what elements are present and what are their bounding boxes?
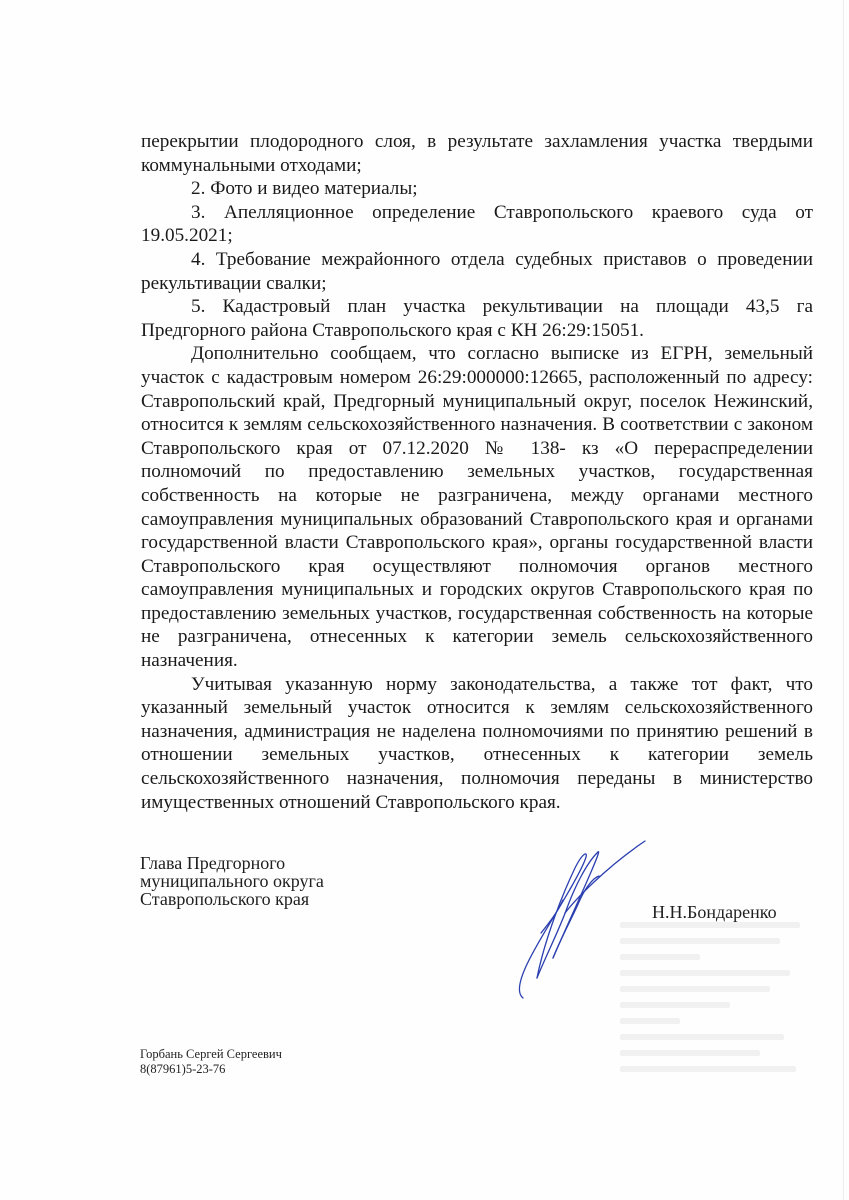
executor-name: Горбань Сергей Сергеевич [140,1047,282,1061]
paragraph-conclusion: Учитывая указанную норму законодательства, а также тот факт, что указанный земельный участок относится к землям сельскохозяйственного назначения, администрация не наделена полномочиями по принятию решений в отношении земельных участков, отнесенных к категории земель сельскохозяйственного назначения, полномочия переданы в министерство имущественных отношений Ставропольского края. [141,673,813,813]
handwritten-signature-icon [505,838,655,1008]
signatory-title [140,854,324,908]
page-edge-line [843,0,844,1200]
list-item-4: 4. Требование межрайонного отдела судебных приставов о проведении рекультивации свалки; [141,248,813,294]
signatory-title-line-3: Ставропольского края [140,889,310,909]
signatory-title-line-1: Глава Предгорного [140,853,286,873]
list-item-1-continuation: перекрытии плодородного слоя, в результате захламления участка твердыми коммунальными отходами; [141,131,813,176]
signatory-name: Н.Н.Бондаренко [652,902,777,922]
list-item-5: 5. Кадастровый план участка рекультивации на площади 43,5 га Предгорного района Ставропольского края с КН 26:29:15051. [141,296,813,341]
list-item-2: 2. Фото и видео материалы; [191,178,418,200]
paragraph-egrn-info: Дополнительно сообщаем, что согласно выписке из ЕГРН, земельный участок с кадастровым номером 26:29:000000:12665, расположенный по адресу: Ставропольский край, Предгорный муниципальный округ, поселок Нежинский, относится к землям сельскохозяйственного назначения. В соответствии с законом Ставропольского края от 07.12.2020 № 138- кз «О перераспределении полномочий по предоставлению земельных участков, государственная собственность на которые не разграничена, между органами местного самоуправления муниципальных образований Ставропольского края и органами государственной власти Ставропольского края», органы государственной власти Ставропольского края осуществляют полномочия органов местного самоуправления муниципальных и городских округов Ставропольского края по предоставлению земельных участков, государственная собственность на которые не разграничена, отнесенных к категории земель сельскохозяйственного назначения. [141,343,813,672]
signatory-title-line-2: муниципального округа [140,871,324,891]
executor-contact [140,1047,282,1077]
letter-body [141,130,813,814]
executor-phone: 8(87961)5-23-76 [140,1062,226,1076]
list-item-3: 3. Апелляционное определение Ставропольского краевого суда от 19.05.2021; [141,201,813,247]
